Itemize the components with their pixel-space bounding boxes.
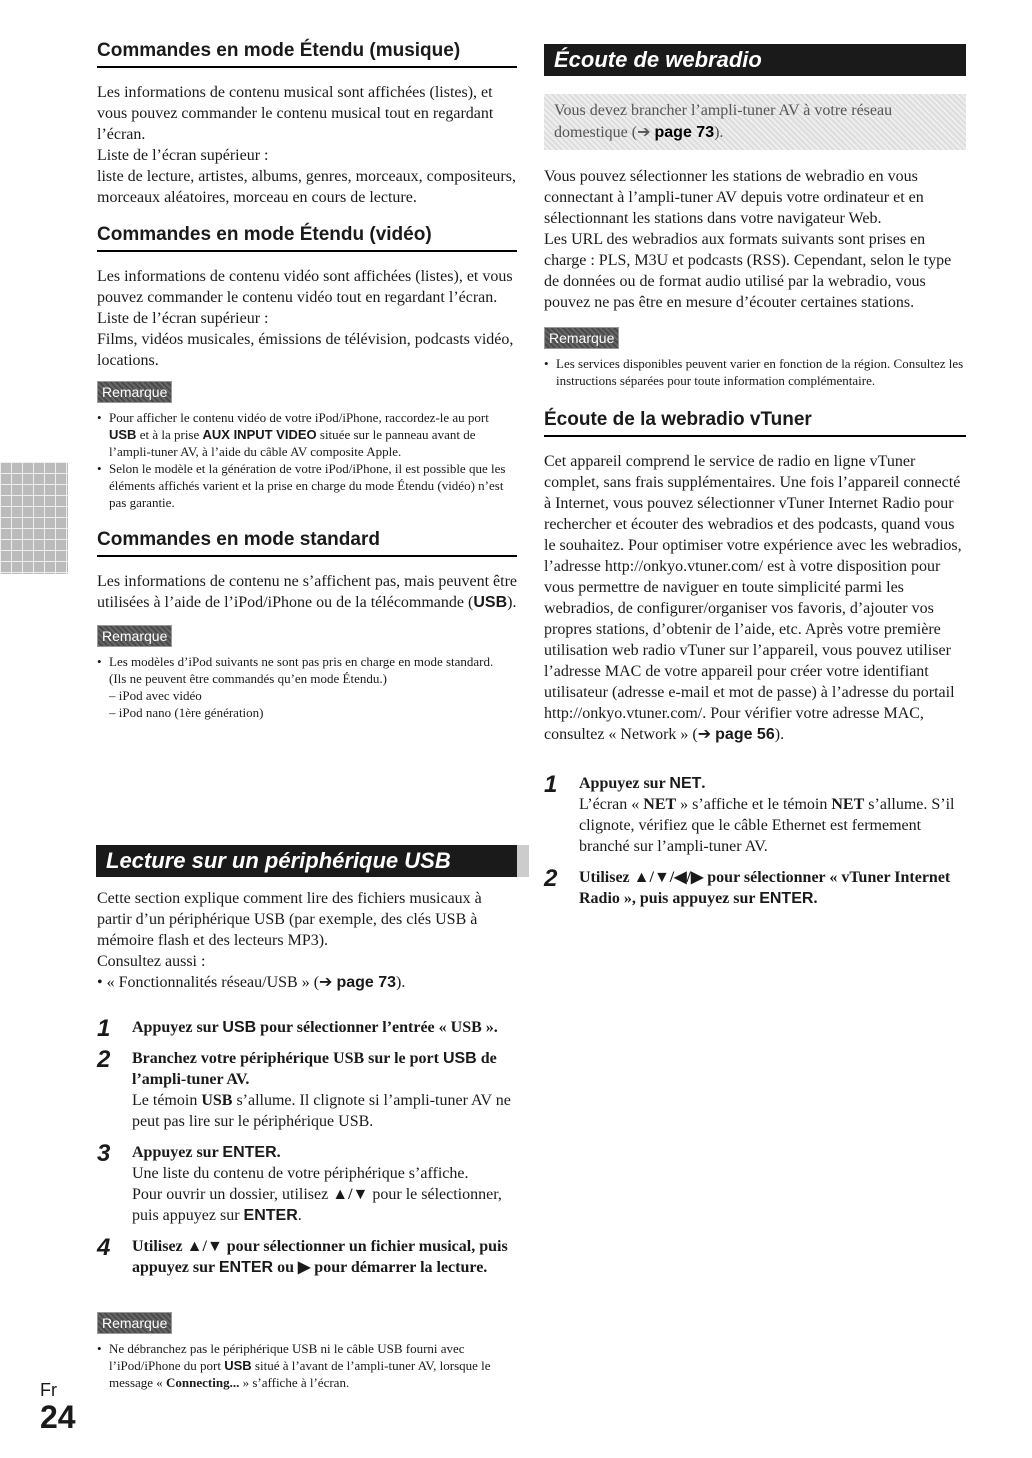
step-1: 1 Appuyez sur USB pour sélectionner l’entrée « USB ».	[97, 1015, 498, 1042]
note-item: • Pour afficher le contenu vidéo de votre iPod/iPhone, raccordez-le au port USB et à la prise AUX INPUT VIDEO située sur le panneau avant de l’ampli-tuner AV, à l’aide du câble AV composite Apple.	[97, 410, 489, 459]
paragraph: Cet appareil comprend le service de radio en ligne vTuner complet, sans frais supplémentaires. Une fois l’appareil connecté à Internet, vous pouvez sélectionner vTuner Internet Radio pour rechercher et écouter des webradios et des podcasts, quand vous le souhaitez. Pour optimiser votre expérience avec les webradios, l’adresse http://onkyo.vtuner.com/ est à votre disposition pour vous permettre de naviguer en toute simplicité parmi les webradios, de configurer/organiser vos favoris, d’ajouter vos propres stations, d’obtenir de l’aide, etc. Après votre première utilisation web radio vTuner sur l’appareil, vous pouvez utiliser l’adresse MAC de votre appareil pour créer votre identifiant utilisateur (adresse e-mail et mot de passe) à l’adresse du portail http://onkyo.vtuner.com/. Pour vérifier votre adresse MAC, consultez « Network » (➔ page 56).	[544, 453, 962, 743]
paragraph: Liste de l’écran supérieur :	[97, 310, 269, 327]
paragraph: Les informations de contenu vidéo sont affichées (listes), et vous pouvez commander le contenu vidéo tout en regardant l’écran.	[97, 268, 513, 306]
paragraph: • « Fonctionnalités réseau/USB » (➔ page 73).	[97, 974, 406, 991]
direction-arrows-icon: ▲/▼/◀/▶	[633, 869, 704, 886]
step-3: 3 Appuyez sur ENTER. Une liste du contenu de votre périphérique s’affiche. Pour ouvrir un dossier, utilisez ▲/▼ pour le sélectionner, puis appuyez sur ENTER.	[97, 1140, 502, 1224]
step-4: 4 Utilisez ▲/▼ pour sélectionner un fichier musical, puis appuyez sur ENTER ou ▶ pour démarrer la lecture.	[97, 1234, 508, 1276]
up-down-arrow-icon: ▲/▼	[186, 1238, 223, 1255]
section-title-extended-music: Commandes en mode Étendu (musique)	[97, 40, 517, 68]
arrow-icon: ➔	[319, 974, 333, 991]
play-icon: ▶	[297, 1259, 311, 1276]
section-banner-webradio: Écoute de webradio	[544, 44, 966, 76]
note-item: • Les modèles d’iPod suivants ne sont pas pris en charge en mode standard.	[97, 654, 494, 669]
left-column	[97, 40, 517, 721]
section-title-extended-video: Commandes en mode Étendu (vidéo)	[97, 224, 517, 252]
paragraph: Films, vidéos musicales, émissions de télévision, podcasts vidéo, locations.	[97, 331, 514, 369]
paragraph: liste de lecture, artistes, albums, genres, morceaux, compositeurs, morceaux aléatoires, morceau en cours de lecture.	[97, 168, 516, 206]
note-item: (Ils ne peuvent être commandés qu’en mode Étendu.)	[109, 671, 387, 686]
usb-section	[97, 888, 517, 1391]
section-banner-usb: Lecture sur un périphérique USB	[96, 845, 529, 877]
section-title-vtuner: Écoute de la webradio vTuner	[544, 409, 966, 437]
note-item: • Selon le modèle et la génération de votre iPod/iPhone, il est possible que les éléments affichés varient et la prise en charge du mode Étendu (vidéo) n’est pas garantie.	[97, 461, 506, 510]
prerequisite-box: Vous devez brancher l’ampli-tuner AV à votre réseau domestique (➔ page 73).	[544, 94, 966, 150]
side-tab-marker	[0, 462, 68, 574]
paragraph: Vous pouvez sélectionner les stations de webradio en vous connectant à l’ampli-tuner AV depuis votre ordinateur et en sélectionnant les stations dans votre navigateur Web.	[544, 168, 924, 227]
note-item: – iPod nano (1ère génération)	[109, 705, 264, 720]
page-number: Fr 24	[40, 1380, 76, 1435]
arrow-icon: ➔	[697, 726, 712, 743]
right-column	[544, 44, 966, 909]
remarque-label: Remarque	[97, 381, 172, 403]
paragraph: Consultez aussi :	[97, 953, 206, 970]
paragraph: Les informations de contenu musical sont affichées (listes), et vous pouvez commander le contenu musical tout en regardant l’écran.	[97, 84, 494, 143]
vtuner-step-2: 2 Utilisez ▲/▼/◀/▶ pour sélectionner « vTuner Internet Radio », puis appuyez sur ENTER.	[544, 865, 951, 907]
paragraph: Les URL des webradios aux formats suivants sont prises en charge : PLS, M3U et podcasts (RSS). Cependant, selon le type de données ou de format audio utilisé par la webradio, vous pouvez ne pas être en mesure d’écouter certaines stations.	[544, 231, 952, 311]
section-title-standard-mode: Commandes en mode standard	[97, 529, 517, 557]
note-item: • Les services disponibles peuvent varier en fonction de la région. Consultez les instructions séparées pour toute information complémentaire.	[544, 356, 964, 388]
up-down-arrow-icon: ▲/▼	[332, 1186, 369, 1203]
note-item: – iPod avec vidéo	[109, 688, 202, 703]
arrow-icon: ➔	[637, 124, 651, 141]
paragraph: Les informations de contenu ne s’affichent pas, mais peuvent être utilisées à l’aide de l’iPod/iPhone ou de la télécommande (USB).	[97, 573, 518, 611]
remarque-label: Remarque	[544, 327, 619, 349]
paragraph: Liste de l’écran supérieur :	[97, 147, 269, 164]
step-2: 2 Branchez votre périphérique USB sur le port USB de l’ampli-tuner AV. Le témoin USB s’allume. Il clignote si l’ampli-tuner AV ne peut pas lire sur le périphérique USB.	[97, 1046, 511, 1130]
paragraph: Cette section explique comment lire des fichiers musicaux à partir d’un périphérique USB (par exemple, des clés USB à mémoire flash et des lecteurs MP3).	[97, 890, 482, 949]
vtuner-step-1: 1 Appuyez sur NET. L’écran « NET » s’affiche et le témoin NET s’allume. S’il clignote, vérifiez que le câble Ethernet est fermement branché sur l’ampli-tuner AV.	[544, 771, 955, 855]
remarque-label: Remarque	[97, 625, 172, 647]
note-item: • Ne débranchez pas le périphérique USB ni le câble USB fourni avec l’iPod/iPhone du port USB situé à l’avant de l’ampli-tuner AV, lorsque le message « Connecting... » s’affiche à l’écran.	[97, 1341, 491, 1390]
remarque-label: Remarque	[97, 1312, 172, 1334]
